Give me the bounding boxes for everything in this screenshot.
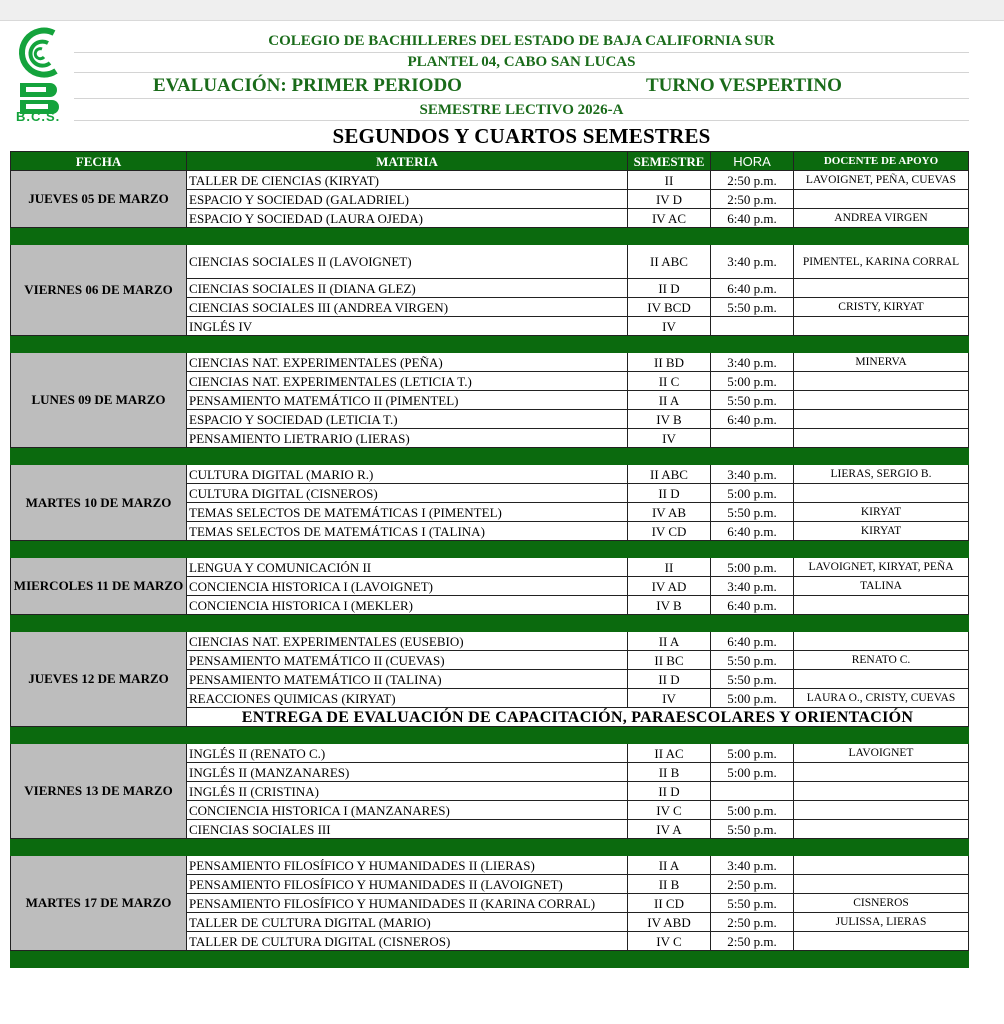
table-row: [11, 856, 969, 875]
docente-cell: [794, 279, 969, 298]
docente-cell: [794, 670, 969, 689]
hora-cell: 5:00 p.m.: [711, 372, 794, 391]
semestre-cell: II A: [628, 856, 711, 875]
hora-cell: 5:50 p.m.: [711, 298, 794, 317]
materia-cell: TEMAS SELECTOS DE MATEMÁTICAS I (TALINA): [187, 522, 628, 541]
plantel-title: PLANTEL 04, CABO SAN LUCAS: [74, 51, 969, 73]
semestre-cell: IV BCD: [628, 298, 711, 317]
date-cell: JUEVES 12 DE MARZO: [11, 632, 187, 727]
hora-cell: 5:00 p.m.: [711, 558, 794, 577]
group-separator: [11, 727, 969, 744]
docente-cell: TALINA: [794, 577, 969, 596]
date-cell: VIERNES 13 DE MARZO: [11, 744, 187, 839]
docente-cell: RENATO C.: [794, 651, 969, 670]
docente-cell: KIRYAT: [794, 503, 969, 522]
docente-cell: [794, 484, 969, 503]
materia-cell: TEMAS SELECTOS DE MATEMÁTICAS I (PIMENTEL): [187, 503, 628, 522]
hora-cell: [711, 782, 794, 801]
group-separator: [11, 336, 969, 353]
docente-cell: [794, 190, 969, 209]
separator-cell: [11, 951, 969, 968]
hora-cell: 2:50 p.m.: [711, 171, 794, 190]
hora-cell: 5:50 p.m.: [711, 391, 794, 410]
semestre-cell: II BD: [628, 353, 711, 372]
semestre-cell: II ABC: [628, 465, 711, 484]
materia-cell: INGLÉS II (RENATO C.): [187, 744, 628, 763]
date-cell: VIERNES 06 DE MARZO: [11, 245, 187, 336]
hora-cell: 5:50 p.m.: [711, 820, 794, 839]
semestre-cell: IV C: [628, 932, 711, 951]
docente-cell: [794, 632, 969, 651]
semestre-cell: IV A: [628, 820, 711, 839]
hora-cell: 6:40 p.m.: [711, 596, 794, 615]
materia-cell: ESPACIO Y SOCIEDAD (GALADRIEL): [187, 190, 628, 209]
docente-cell: LAVOIGNET, PEÑA, CUEVAS: [794, 171, 969, 190]
docente-cell: [794, 763, 969, 782]
date-cell: MARTES 10 DE MARZO: [11, 465, 187, 541]
col-semestre: SEMESTRE: [628, 152, 711, 171]
separator-cell: [11, 228, 969, 245]
docente-cell: [794, 856, 969, 875]
table-header-row: [11, 152, 969, 171]
hora-cell: [711, 429, 794, 448]
separator-cell: [11, 541, 969, 558]
table-row: [11, 171, 969, 190]
page-title: SEGUNDOS Y CUARTOS SEMESTRES: [332, 124, 711, 148]
col-materia: MATERIA: [187, 152, 628, 171]
hora-cell: 3:40 p.m.: [711, 245, 794, 279]
table-row: [11, 465, 969, 484]
date-cell: MIERCOLES 11 DE MARZO: [11, 558, 187, 615]
group-separator: [11, 541, 969, 558]
separator-cell: [11, 839, 969, 856]
semestre-cell: IV AB: [628, 503, 711, 522]
group-separator: [11, 448, 969, 465]
docente-cell: [794, 801, 969, 820]
separator-cell: [11, 336, 969, 353]
hora-cell: 5:50 p.m.: [711, 894, 794, 913]
materia-cell: CIENCIAS SOCIALES II (LAVOIGNET): [187, 245, 628, 279]
materia-cell: PENSAMIENTO MATEMÁTICO II (TALINA): [187, 670, 628, 689]
semestre-cell: II CD: [628, 894, 711, 913]
semestre-cell: II: [628, 171, 711, 190]
docente-cell: LAVOIGNET, KIRYAT, PEÑA: [794, 558, 969, 577]
semestre-cell: II D: [628, 670, 711, 689]
materia-cell: CIENCIAS SOCIALES III: [187, 820, 628, 839]
semestre-cell: IV AD: [628, 577, 711, 596]
hora-cell: 5:00 p.m.: [711, 801, 794, 820]
materia-cell: LENGUA Y COMUNICACIÓN II: [187, 558, 628, 577]
materia-cell: PENSAMIENTO MATEMÁTICO II (CUEVAS): [187, 651, 628, 670]
materia-cell: TALLER DE CULTURA DIGITAL (CISNEROS): [187, 932, 628, 951]
table-row: [11, 632, 969, 651]
table-row: [11, 353, 969, 372]
semestre-cell: IV ABD: [628, 913, 711, 932]
materia-cell: PENSAMIENTO MATEMÁTICO II (PIMENTEL): [187, 391, 628, 410]
semestre-cell: II ABC: [628, 245, 711, 279]
evaluation-title: EVALUACIÓN: PRIMER PERIODO: [153, 75, 462, 96]
semestre-cell: IV D: [628, 190, 711, 209]
hora-cell: 5:50 p.m.: [711, 670, 794, 689]
materia-cell: CIENCIAS SOCIALES II (DIANA GLEZ): [187, 279, 628, 298]
hora-cell: 3:40 p.m.: [711, 856, 794, 875]
hora-cell: 6:40 p.m.: [711, 632, 794, 651]
semestre-cell: IV B: [628, 596, 711, 615]
docente-cell: [794, 391, 969, 410]
group-separator: [11, 951, 969, 968]
materia-cell: TALLER DE CIENCIAS (KIRYAT): [187, 171, 628, 190]
evaluation-banner: ENTREGA DE EVALUACIÓN DE CAPACITACIÓN, PARAESCOLARES Y ORIENTACIÓN: [187, 708, 969, 727]
hora-cell: 2:50 p.m.: [711, 932, 794, 951]
hora-cell: 5:00 p.m.: [711, 689, 794, 708]
hora-cell: [711, 317, 794, 336]
viewer-top-bar: [0, 0, 1004, 21]
group-separator: [11, 228, 969, 245]
hora-cell: 5:00 p.m.: [711, 744, 794, 763]
date-cell: LUNES 09 DE MARZO: [11, 353, 187, 448]
materia-cell: REACCIONES QUIMICAS (KIRYAT): [187, 689, 628, 708]
docente-cell: [794, 372, 969, 391]
docente-cell: MINERVA: [794, 353, 969, 372]
docente-cell: KIRYAT: [794, 522, 969, 541]
col-hora: HORA: [711, 152, 794, 171]
hora-cell: 6:40 p.m.: [711, 209, 794, 228]
separator-cell: [11, 448, 969, 465]
materia-cell: PENSAMIENTO FILOSÍFICO Y HUMANIDADES II (LAVOIGNET): [187, 875, 628, 894]
docente-cell: [794, 932, 969, 951]
docente-cell: [794, 317, 969, 336]
semestre-cell: II BC: [628, 651, 711, 670]
hora-cell: 2:50 p.m.: [711, 190, 794, 209]
materia-cell: CIENCIAS SOCIALES III (ANDREA VIRGEN): [187, 298, 628, 317]
semestre-cell: II: [628, 558, 711, 577]
docente-cell: [794, 410, 969, 429]
semester-title: SEMESTRE LECTIVO 2026-A: [74, 99, 969, 121]
semestre-cell: II A: [628, 391, 711, 410]
hora-cell: 3:40 p.m.: [711, 465, 794, 484]
semestre-cell: II C: [628, 372, 711, 391]
docente-cell: [794, 820, 969, 839]
hora-cell: 2:50 p.m.: [711, 913, 794, 932]
semestre-cell: II B: [628, 875, 711, 894]
hora-cell: 5:00 p.m.: [711, 763, 794, 782]
date-cell: JUEVES 05 DE MARZO: [11, 171, 187, 228]
separator-cell: [11, 615, 969, 632]
turno-title: TURNO VESPERTINO: [646, 75, 842, 96]
docente-cell: [794, 782, 969, 801]
hora-cell: 5:00 p.m.: [711, 484, 794, 503]
hora-cell: 6:40 p.m.: [711, 279, 794, 298]
hora-cell: 2:50 p.m.: [711, 875, 794, 894]
docente-cell: LIERAS, SERGIO B.: [794, 465, 969, 484]
materia-cell: CIENCIAS NAT. EXPERIMENTALES (PEÑA): [187, 353, 628, 372]
col-docente: DOCENTE DE APOYO: [794, 152, 969, 171]
semestre-cell: IV C: [628, 801, 711, 820]
docente-cell: PIMENTEL, KARINA CORRAL: [794, 245, 969, 279]
docente-cell: [794, 596, 969, 615]
materia-cell: PENSAMIENTO LIETRARIO (LIERAS): [187, 429, 628, 448]
materia-cell: CULTURA DIGITAL (CISNEROS): [187, 484, 628, 503]
group-separator: [11, 615, 969, 632]
table-row: [11, 558, 969, 577]
logo-text: B.C.S.: [16, 109, 61, 124]
docente-cell: CISNEROS: [794, 894, 969, 913]
hora-cell: 5:50 p.m.: [711, 503, 794, 522]
hora-cell: 6:40 p.m.: [711, 410, 794, 429]
docente-cell: [794, 875, 969, 894]
semestre-cell: II D: [628, 279, 711, 298]
materia-cell: INGLÉS II (CRISTINA): [187, 782, 628, 801]
schedule-sheet: [0, 21, 1004, 1024]
materia-cell: ESPACIO Y SOCIEDAD (LETICIA T.): [187, 410, 628, 429]
hora-cell: 6:40 p.m.: [711, 522, 794, 541]
semestre-cell: IV: [628, 429, 711, 448]
materia-cell: CONCIENCIA HISTORICA I (MANZANARES): [187, 801, 628, 820]
materia-cell: CONCIENCIA HISTORICA I (LAVOIGNET): [187, 577, 628, 596]
semestre-cell: II D: [628, 484, 711, 503]
materia-cell: ESPACIO Y SOCIEDAD (LAURA OJEDA): [187, 209, 628, 228]
group-separator: [11, 839, 969, 856]
schedule-table: [10, 151, 969, 968]
semestre-cell: IV AC: [628, 209, 711, 228]
materia-cell: CIENCIAS NAT. EXPERIMENTALES (LETICIA T.): [187, 372, 628, 391]
docente-cell: LAVOIGNET: [794, 744, 969, 763]
materia-cell: PENSAMIENTO FILOSÍFICO Y HUMANIDADES II (KARINA CORRAL): [187, 894, 628, 913]
hora-cell: 5:50 p.m.: [711, 651, 794, 670]
separator-cell: [11, 727, 969, 744]
docente-cell: JULISSA, LIERAS: [794, 913, 969, 932]
docente-cell: ANDREA VIRGEN: [794, 209, 969, 228]
materia-cell: INGLÉS IV: [187, 317, 628, 336]
materia-cell: INGLÉS II (MANZANARES): [187, 763, 628, 782]
table-row: [11, 245, 969, 279]
semestre-cell: II A: [628, 632, 711, 651]
date-cell: MARTES 17 DE MARZO: [11, 856, 187, 951]
materia-cell: TALLER DE CULTURA DIGITAL (MARIO): [187, 913, 628, 932]
col-fecha: FECHA: [11, 152, 187, 171]
materia-cell: CIENCIAS NAT. EXPERIMENTALES (EUSEBIO): [187, 632, 628, 651]
materia-cell: CONCIENCIA HISTORICA I (MEKLER): [187, 596, 628, 615]
table-row: [11, 744, 969, 763]
materia-cell: CULTURA DIGITAL (MARIO R.): [187, 465, 628, 484]
materia-cell: PENSAMIENTO FILOSÍFICO Y HUMANIDADES II (LIERAS): [187, 856, 628, 875]
semestre-cell: IV CD: [628, 522, 711, 541]
hora-cell: 3:40 p.m.: [711, 577, 794, 596]
semestre-cell: II B: [628, 763, 711, 782]
institution-title: COLEGIO DE BACHILLERES DEL ESTADO DE BAJA CALIFORNIA SUR: [74, 29, 969, 53]
docente-cell: CRISTY, KIRYAT: [794, 298, 969, 317]
semestre-cell: IV: [628, 317, 711, 336]
docente-cell: LAURA O., CRISTY, CUEVAS: [794, 689, 969, 708]
hora-cell: 3:40 p.m.: [711, 353, 794, 372]
cobach-logo: [14, 21, 66, 127]
semestre-cell: IV B: [628, 410, 711, 429]
semestre-cell: II D: [628, 782, 711, 801]
semestre-cell: IV: [628, 689, 711, 708]
semestre-cell: II AC: [628, 744, 711, 763]
docente-cell: [794, 429, 969, 448]
